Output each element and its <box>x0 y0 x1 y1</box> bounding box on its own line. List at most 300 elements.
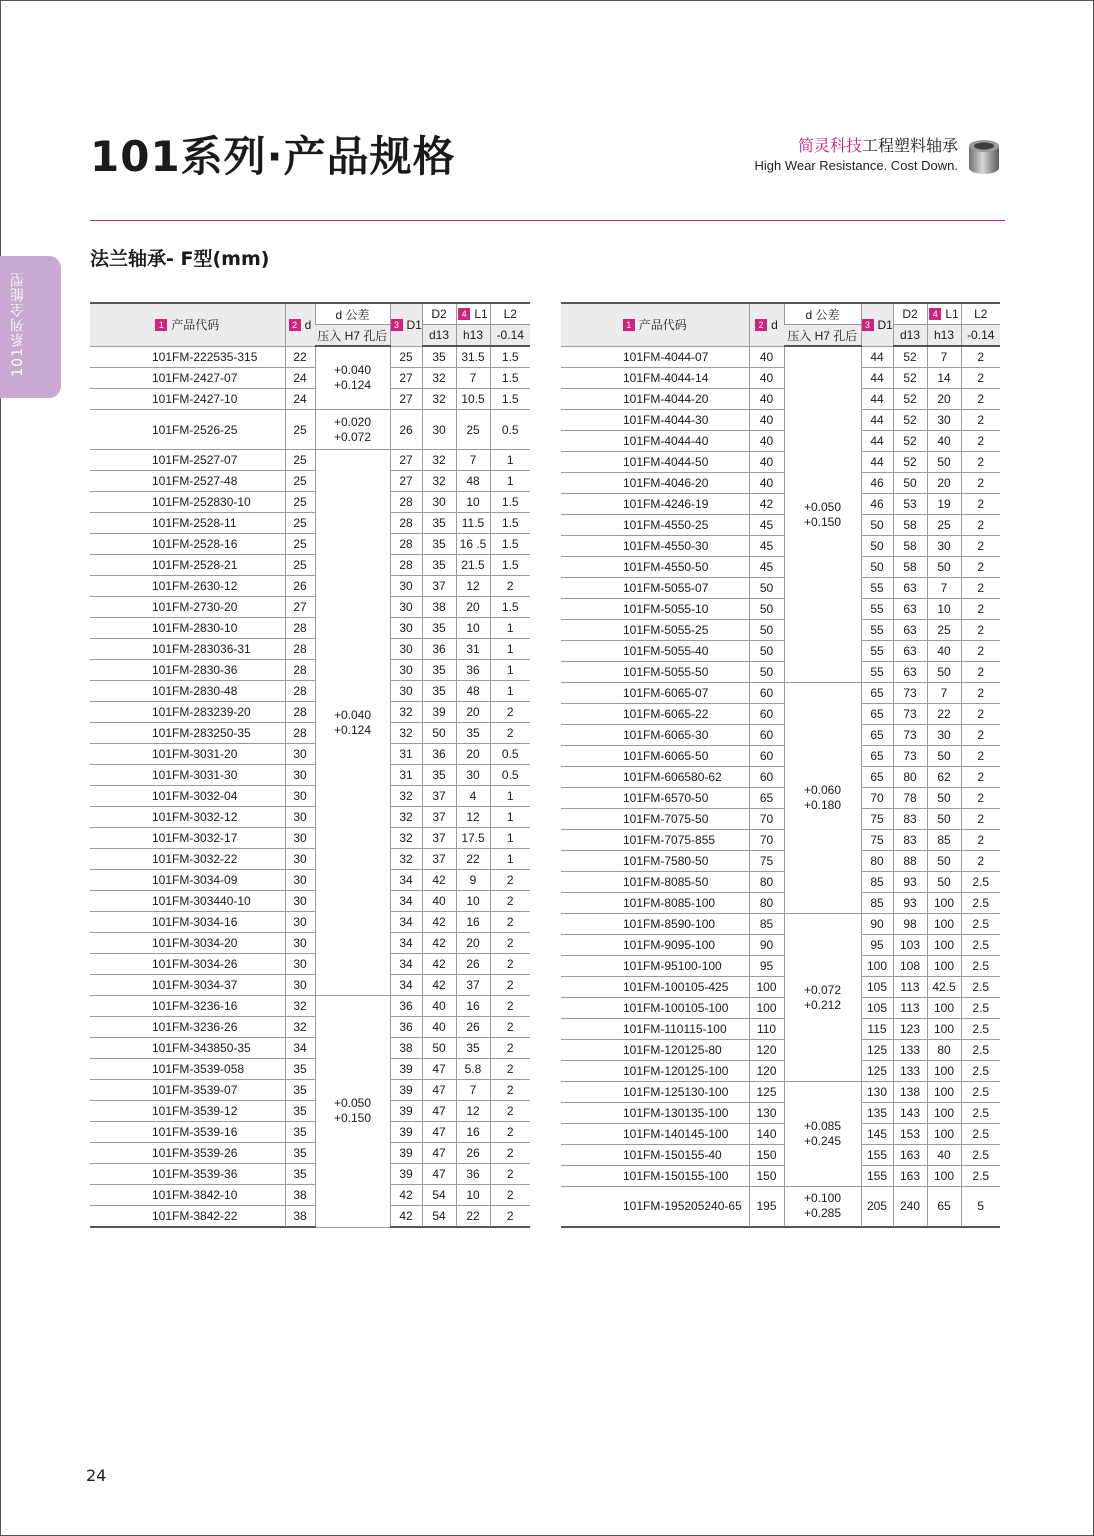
d-cell: 95 <box>749 956 784 977</box>
product-code-cell: 101FM-110115-100 <box>561 1019 749 1040</box>
product-code-cell: 101FM-3034-20 <box>90 933 285 954</box>
L2-cell: 2 <box>961 578 1000 599</box>
D1-cell: 50 <box>861 515 893 536</box>
L2-cell: 2 <box>961 809 1000 830</box>
table-row <box>561 620 1000 641</box>
L2-cell: 2.5 <box>961 1124 1000 1145</box>
d-cell: 25 <box>285 534 315 555</box>
header-D2-sub: d13 <box>422 325 456 347</box>
tolerance-lower: +0.150 <box>333 1111 372 1126</box>
L1-cell: 14 <box>927 368 961 389</box>
L2-cell: 2 <box>961 389 1000 410</box>
D1-cell: 55 <box>861 641 893 662</box>
D2-cell: 47 <box>422 1164 456 1185</box>
D1-cell: 65 <box>861 767 893 788</box>
D2-cell: 39 <box>422 702 456 723</box>
table-row <box>90 786 530 807</box>
D1-cell: 27 <box>390 471 422 492</box>
product-code-cell: 101FM-5055-40 <box>561 641 749 662</box>
D1-cell: 31 <box>390 744 422 765</box>
product-code-cell: 101FM-5055-25 <box>561 620 749 641</box>
L1-cell: 7 <box>456 1080 490 1101</box>
table-row <box>561 725 1000 746</box>
D2-cell: 47 <box>422 1143 456 1164</box>
L1-cell: 9 <box>456 870 490 891</box>
tolerance-upper: +0.050 <box>333 1096 372 1111</box>
L1-cell: 12 <box>456 576 490 597</box>
D1-cell: 34 <box>390 933 422 954</box>
L1-cell: 31 <box>456 639 490 660</box>
product-code-cell: 101FM-2630-12 <box>90 576 285 597</box>
D1-cell: 85 <box>861 872 893 893</box>
D2-cell: 38 <box>422 597 456 618</box>
D1-cell: 32 <box>390 702 422 723</box>
D1-cell: 27 <box>390 368 422 389</box>
L1-cell: 26 <box>456 1143 490 1164</box>
L2-cell: 1 <box>490 681 530 702</box>
product-code-cell: 101FM-283250-35 <box>90 723 285 744</box>
L2-cell: 2.5 <box>961 914 1000 935</box>
product-code-cell: 101FM-3842-22 <box>90 1206 285 1228</box>
D1-cell: 125 <box>861 1061 893 1082</box>
D2-cell: 63 <box>893 641 927 662</box>
product-code-cell: 101FM-3236-26 <box>90 1017 285 1038</box>
D1-cell: 32 <box>390 723 422 744</box>
d-cell: 40 <box>749 389 784 410</box>
L2-cell: 2.5 <box>961 935 1000 956</box>
table-row <box>561 935 1000 956</box>
table-row <box>90 618 530 639</box>
L2-cell: 1 <box>490 639 530 660</box>
L1-cell: 20 <box>927 389 961 410</box>
D1-cell: 55 <box>861 620 893 641</box>
D1-cell: 31 <box>390 765 422 786</box>
L1-cell: 40 <box>927 1145 961 1166</box>
L2-cell: 2.5 <box>961 998 1000 1019</box>
D1-cell: 75 <box>861 830 893 851</box>
D2-cell: 80 <box>893 767 927 788</box>
tolerance-lower: +0.285 <box>803 1206 842 1221</box>
L1-cell: 16 <box>456 1122 490 1143</box>
d-cell: 125 <box>749 1082 784 1103</box>
table-row <box>561 431 1000 452</box>
table-row <box>561 1145 1000 1166</box>
d-cell: 35 <box>285 1101 315 1122</box>
L1-cell: 48 <box>456 471 490 492</box>
product-code-cell: 101FM-4044-07 <box>561 346 749 368</box>
D2-cell: 30 <box>422 492 456 513</box>
product-code-cell: 101FM-120125-100 <box>561 1061 749 1082</box>
d-cell: 120 <box>749 1061 784 1082</box>
table-row <box>90 1101 530 1122</box>
brand-slogan: High Wear Resistance. Cost Down. <box>754 158 958 173</box>
product-code-cell: 101FM-2528-21 <box>90 555 285 576</box>
L1-cell: 10 <box>456 1185 490 1206</box>
tolerance-cell <box>315 410 390 450</box>
d-cell: 70 <box>749 809 784 830</box>
table-row <box>561 830 1000 851</box>
L1-cell: 50 <box>927 872 961 893</box>
D1-cell: 205 <box>861 1187 893 1227</box>
D2-cell: 52 <box>893 431 927 452</box>
L2-cell: 1 <box>490 618 530 639</box>
d-cell: 150 <box>749 1145 784 1166</box>
D2-cell: 47 <box>422 1101 456 1122</box>
L1-cell: 100 <box>927 956 961 977</box>
header-tolerance-sub: 压入 H7 孔后 <box>784 325 861 347</box>
L2-cell: 2 <box>490 723 530 744</box>
D1-cell: 65 <box>861 725 893 746</box>
L2-cell: 1 <box>490 450 530 471</box>
product-code-cell: 101FM-4044-14 <box>561 368 749 389</box>
product-code-cell: 101FM-120125-80 <box>561 1040 749 1061</box>
header-d: 2 d <box>285 303 315 346</box>
d-cell: 42 <box>749 494 784 515</box>
tolerance-cell <box>315 996 390 1228</box>
header-D1: 3 D1 <box>861 303 893 346</box>
D2-cell: 63 <box>893 620 927 641</box>
tolerance-cell <box>784 683 861 914</box>
L1-cell: 35 <box>456 723 490 744</box>
L1-cell: 100 <box>927 1082 961 1103</box>
L1-cell: 22 <box>927 704 961 725</box>
tolerance-upper: +0.050 <box>803 499 842 514</box>
table-row <box>90 891 530 912</box>
product-code-cell: 101FM-3032-22 <box>90 849 285 870</box>
header-tolerance-sub: 压入 H7 孔后 <box>315 325 390 347</box>
product-code-cell: 101FM-283036-31 <box>90 639 285 660</box>
L2-cell: 2.5 <box>961 956 1000 977</box>
d-cell: 40 <box>749 410 784 431</box>
D2-cell: 52 <box>893 452 927 473</box>
D2-cell: 58 <box>893 536 927 557</box>
L1-cell: 62 <box>927 767 961 788</box>
L1-cell: 50 <box>927 851 961 872</box>
L1-cell: 4 <box>456 786 490 807</box>
d-cell: 60 <box>749 767 784 788</box>
L1-cell: 12 <box>456 1101 490 1122</box>
d-cell: 30 <box>285 933 315 954</box>
D1-cell: 75 <box>861 809 893 830</box>
product-code-cell: 101FM-7075-50 <box>561 809 749 830</box>
tolerance-lower: +0.124 <box>333 378 372 392</box>
product-code-cell: 101FM-606580-62 <box>561 767 749 788</box>
D2-cell: 133 <box>893 1040 927 1061</box>
product-code-cell: 101FM-3032-12 <box>90 807 285 828</box>
product-code-cell: 101FM-4044-20 <box>561 389 749 410</box>
table-row <box>561 662 1000 683</box>
L1-cell: 100 <box>927 1019 961 1040</box>
D2-cell: 123 <box>893 1019 927 1040</box>
d-cell: 27 <box>285 597 315 618</box>
D1-cell: 34 <box>390 954 422 975</box>
L2-cell: 1 <box>490 471 530 492</box>
D1-cell: 46 <box>861 494 893 515</box>
product-code-cell: 101FM-6065-22 <box>561 704 749 725</box>
D2-cell: 88 <box>893 851 927 872</box>
D2-cell: 52 <box>893 410 927 431</box>
L1-cell: 22 <box>456 1206 490 1228</box>
table-row <box>90 1059 530 1080</box>
L1-cell: 48 <box>456 681 490 702</box>
d-cell: 120 <box>749 1040 784 1061</box>
L2-cell: 2.5 <box>961 1166 1000 1187</box>
L1-cell: 7 <box>456 450 490 471</box>
table-row <box>561 809 1000 830</box>
header-L2-sub: -0.14 <box>490 325 530 347</box>
product-code-cell: 101FM-7075-855 <box>561 830 749 851</box>
product-code-cell: 101FM-4044-50 <box>561 452 749 473</box>
product-code-cell: 101FM-4046-20 <box>561 473 749 494</box>
L2-cell: 2 <box>490 891 530 912</box>
L1-cell: 37 <box>456 975 490 996</box>
d-cell: 35 <box>285 1122 315 1143</box>
table-row <box>90 513 530 534</box>
table-row <box>90 933 530 954</box>
d-cell: 130 <box>749 1103 784 1124</box>
d-cell: 28 <box>285 681 315 702</box>
L1-cell: 25 <box>456 410 490 450</box>
D2-cell: 73 <box>893 746 927 767</box>
D1-cell: 130 <box>861 1082 893 1103</box>
L1-cell: 20 <box>456 933 490 954</box>
table-row <box>561 494 1000 515</box>
D2-cell: 58 <box>893 515 927 536</box>
d-cell: 35 <box>285 1059 315 1080</box>
product-code-cell: 101FM-5055-07 <box>561 578 749 599</box>
header-L1-sub: h13 <box>456 325 490 347</box>
table-row <box>90 723 530 744</box>
product-code-cell: 101FM-4550-25 <box>561 515 749 536</box>
L2-cell: 2 <box>961 641 1000 662</box>
L2-cell: 2 <box>490 1143 530 1164</box>
D2-cell: 47 <box>422 1122 456 1143</box>
d-cell: 30 <box>285 849 315 870</box>
product-code-cell: 101FM-2527-07 <box>90 450 285 471</box>
page-number: 24 <box>86 1466 107 1485</box>
product-code-cell: 101FM-3539-16 <box>90 1122 285 1143</box>
product-code-cell: 101FM-222535-315 <box>90 346 285 368</box>
d-cell: 25 <box>285 471 315 492</box>
d-cell: 100 <box>749 977 784 998</box>
L1-cell: 50 <box>927 557 961 578</box>
product-code-cell: 101FM-9095-100 <box>561 935 749 956</box>
D2-cell: 40 <box>422 996 456 1017</box>
D1-cell: 100 <box>861 956 893 977</box>
D2-cell: 35 <box>422 681 456 702</box>
D1-cell: 90 <box>861 914 893 935</box>
table-row <box>90 954 530 975</box>
product-code-cell: 101FM-8590-100 <box>561 914 749 935</box>
L1-cell: 100 <box>927 935 961 956</box>
d-cell: 28 <box>285 618 315 639</box>
L1-cell: 100 <box>927 893 961 914</box>
product-code-cell: 101FM-2526-25 <box>90 410 285 450</box>
D2-cell: 113 <box>893 977 927 998</box>
D1-cell: 39 <box>390 1164 422 1185</box>
L2-cell: 2.5 <box>961 1040 1000 1061</box>
L2-cell: 2 <box>961 851 1000 872</box>
table-row <box>90 1185 530 1206</box>
L2-cell: 1.5 <box>490 534 530 555</box>
table-row <box>561 536 1000 557</box>
tolerance-upper: +0.020 <box>333 414 372 429</box>
d-cell: 85 <box>749 914 784 935</box>
L1-cell: 30 <box>927 410 961 431</box>
D1-cell: 28 <box>390 513 422 534</box>
D1-cell: 42 <box>390 1206 422 1228</box>
L2-cell: 2 <box>961 410 1000 431</box>
table-row <box>90 975 530 996</box>
table-row <box>561 851 1000 872</box>
D2-cell: 58 <box>893 557 927 578</box>
L1-cell: 10 <box>927 599 961 620</box>
L1-cell: 30 <box>927 725 961 746</box>
D1-cell: 28 <box>390 492 422 513</box>
product-code-cell: 101FM-3539-058 <box>90 1059 285 1080</box>
L2-cell: 2 <box>961 473 1000 494</box>
product-code-cell: 101FM-3842-10 <box>90 1185 285 1206</box>
L1-cell: 50 <box>927 809 961 830</box>
D1-cell: 34 <box>390 870 422 891</box>
D2-cell: 37 <box>422 786 456 807</box>
product-code-cell: 101FM-283239-20 <box>90 702 285 723</box>
tolerance-upper: +0.100 <box>803 1191 842 1206</box>
d-cell: 70 <box>749 830 784 851</box>
product-code-cell: 101FM-6065-07 <box>561 683 749 704</box>
D1-cell: 34 <box>390 975 422 996</box>
L1-cell: 7 <box>927 683 961 704</box>
d-cell: 35 <box>285 1080 315 1101</box>
product-code-cell: 101FM-3539-36 <box>90 1164 285 1185</box>
bearing-icon <box>966 138 1002 176</box>
D2-cell: 35 <box>422 765 456 786</box>
D1-cell: 39 <box>390 1122 422 1143</box>
D1-cell: 30 <box>390 681 422 702</box>
D1-cell: 55 <box>861 578 893 599</box>
d-cell: 28 <box>285 639 315 660</box>
L2-cell: 1.5 <box>490 513 530 534</box>
table-row <box>90 1164 530 1185</box>
L1-cell: 16 <box>456 996 490 1017</box>
L2-cell: 2 <box>961 767 1000 788</box>
d-cell: 80 <box>749 893 784 914</box>
L1-cell: 12 <box>456 807 490 828</box>
L2-cell: 2 <box>490 912 530 933</box>
D1-cell: 32 <box>390 786 422 807</box>
D2-cell: 32 <box>422 450 456 471</box>
D2-cell: 138 <box>893 1082 927 1103</box>
L1-cell: 19 <box>927 494 961 515</box>
table-row <box>561 578 1000 599</box>
D2-cell: 113 <box>893 998 927 1019</box>
D2-cell: 83 <box>893 830 927 851</box>
L1-cell: 100 <box>927 1124 961 1145</box>
tolerance-cell <box>315 450 390 996</box>
D1-cell: 42 <box>390 1185 422 1206</box>
side-tab <box>0 256 61 398</box>
product-code-cell: 101FM-3034-37 <box>90 975 285 996</box>
table-row <box>90 410 530 450</box>
L2-cell: 2.5 <box>961 1145 1000 1166</box>
D2-cell: 42 <box>422 912 456 933</box>
L2-cell: 2.5 <box>961 872 1000 893</box>
brand-name <box>754 136 958 156</box>
L2-cell: 1.5 <box>490 368 530 389</box>
product-code-cell: 101FM-3034-09 <box>90 870 285 891</box>
D2-cell: 36 <box>422 639 456 660</box>
L2-cell: 2 <box>961 494 1000 515</box>
L2-cell: 1 <box>490 786 530 807</box>
D1-cell: 25 <box>390 346 422 368</box>
d-cell: 50 <box>749 662 784 683</box>
product-code-cell: 101FM-3031-30 <box>90 765 285 786</box>
tolerance-upper: +0.085 <box>803 1119 842 1133</box>
D2-cell: 143 <box>893 1103 927 1124</box>
L2-cell: 2 <box>490 1038 530 1059</box>
d-cell: 150 <box>749 1166 784 1187</box>
side-tab-label: 101系列全能型 <box>10 272 26 377</box>
table-row <box>561 1187 1000 1227</box>
d-cell: 100 <box>749 998 784 1019</box>
L2-cell: 1 <box>490 807 530 828</box>
L1-cell: 100 <box>927 1103 961 1124</box>
D2-cell: 54 <box>422 1206 456 1228</box>
L2-cell: 2 <box>490 1059 530 1080</box>
L2-cell: 1.5 <box>490 346 530 368</box>
D2-cell: 35 <box>422 534 456 555</box>
L1-cell: 100 <box>927 1061 961 1082</box>
table-row <box>561 599 1000 620</box>
table-row <box>561 452 1000 473</box>
D2-cell: 50 <box>422 1038 456 1059</box>
D2-cell: 47 <box>422 1059 456 1080</box>
D2-cell: 63 <box>893 599 927 620</box>
d-cell: 34 <box>285 1038 315 1059</box>
D1-cell: 34 <box>390 912 422 933</box>
L1-cell: 5.8 <box>456 1059 490 1080</box>
L1-cell: 80 <box>927 1040 961 1061</box>
d-cell: 28 <box>285 660 315 681</box>
D1-cell: 46 <box>861 473 893 494</box>
brand-block <box>754 136 958 176</box>
L2-cell: 2 <box>961 452 1000 473</box>
D1-cell: 65 <box>861 704 893 725</box>
d-cell: 26 <box>285 576 315 597</box>
D1-cell: 80 <box>861 851 893 872</box>
L1-cell: 7 <box>456 368 490 389</box>
d-cell: 45 <box>749 557 784 578</box>
header-D2: D2 <box>422 303 456 325</box>
D1-cell: 44 <box>861 410 893 431</box>
product-code-cell: 101FM-4044-40 <box>561 431 749 452</box>
d-cell: 32 <box>285 1017 315 1038</box>
D1-cell: 39 <box>390 1080 422 1101</box>
L1-cell: 10 <box>456 618 490 639</box>
D2-cell: 52 <box>893 389 927 410</box>
L2-cell: 2.5 <box>961 893 1000 914</box>
product-code-cell: 101FM-95100-100 <box>561 956 749 977</box>
D1-cell: 105 <box>861 977 893 998</box>
d-cell: 65 <box>749 788 784 809</box>
D1-cell: 44 <box>861 368 893 389</box>
d-cell: 30 <box>285 975 315 996</box>
d-cell: 30 <box>285 786 315 807</box>
d-cell: 25 <box>285 555 315 576</box>
d-cell: 30 <box>285 954 315 975</box>
product-code-cell: 101FM-3539-07 <box>90 1080 285 1101</box>
product-code-cell: 101FM-100105-425 <box>561 977 749 998</box>
